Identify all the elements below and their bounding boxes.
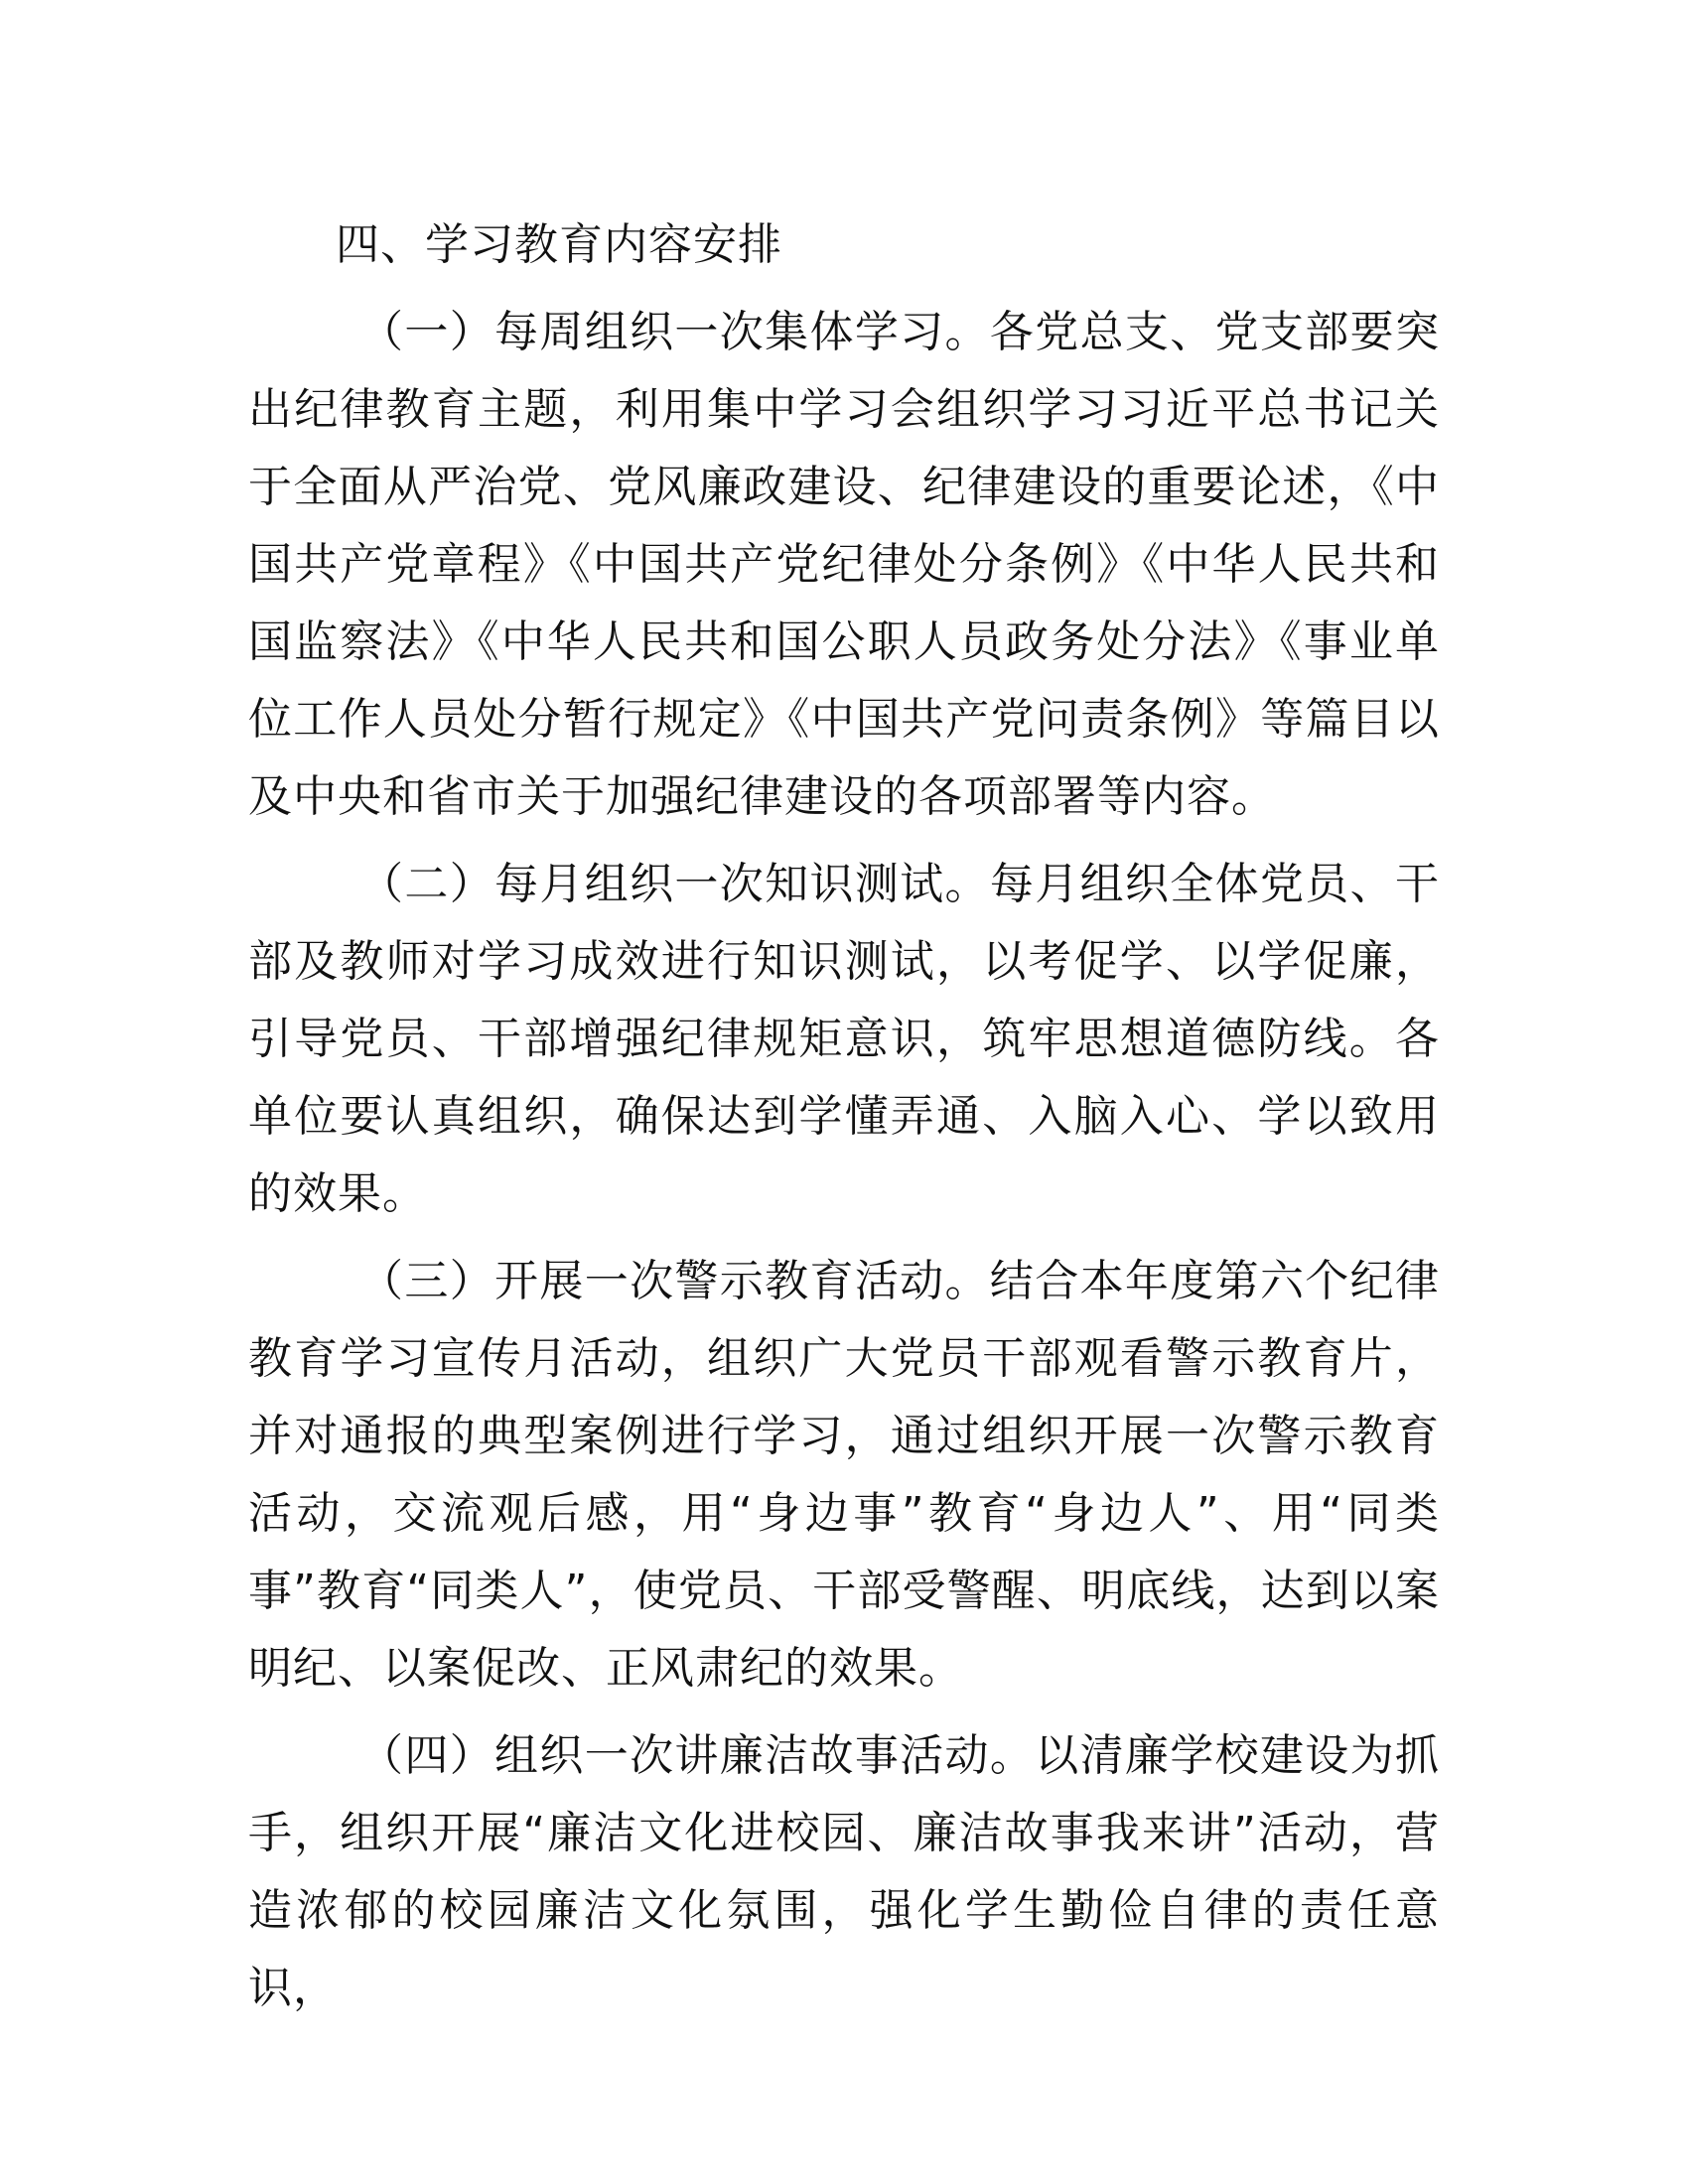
paragraph-warning-education: （三）开展一次警示教育活动。结合本年度第六个纪律教育学习宣传月活动，组织广大党员干部观看警示教育片，并对通报的典型案例进行学习，通过组织开展一次警示教育活动，交流观后感，用“身边事”教育“身边人”、用“同类事”教育“同类人”，使党员、干部受警醒、明底线，达到以案明纪、以案促改、正风肃纪的效果。 [248, 1256, 1440, 1694]
paragraph-integrity-stories: （四）组织一次讲廉洁故事活动。以清廉学校建设为抓手，组织开展“廉洁文化进校园、廉洁故事我来讲”活动，营造浓郁的校园廉洁文化氛围，强化学生勤俭自律的责任意识， [248, 1730, 1440, 2013]
section-title: 四、学习教育内容安排 [336, 219, 782, 270]
document-body [248, 206, 1440, 2027]
paragraph-weekly-study: （一）每周组织一次集体学习。各党总支、党支部要突出纪律教育主题，利用集中学习会组织学习习近平总书记关于全面从严治党、党风廉政建设、纪律建设的重要论述，《中国共产党章程》《中国共产党纪律处分条例》《中华人民共和国监察法》《中华人民共和国公职人员政务处分法》《事业单位工作人员处分暂行规定》《中国共产党问责条例》等篇目以及中央和省市关于加强纪律建设的各项部署等内容。 [248, 307, 1440, 822]
paragraph-monthly-test: （二）每月组织一次知识测试。每月组织全体党员、干部及教师对学习成效进行知识测试，以考促学、以学促廉，引导党员、干部增强纪律规矩意识，筑牢思想道德防线。各单位要认真组织，确保达到学懂弄通、入脑入心、学以致用的效果。 [248, 859, 1440, 1219]
